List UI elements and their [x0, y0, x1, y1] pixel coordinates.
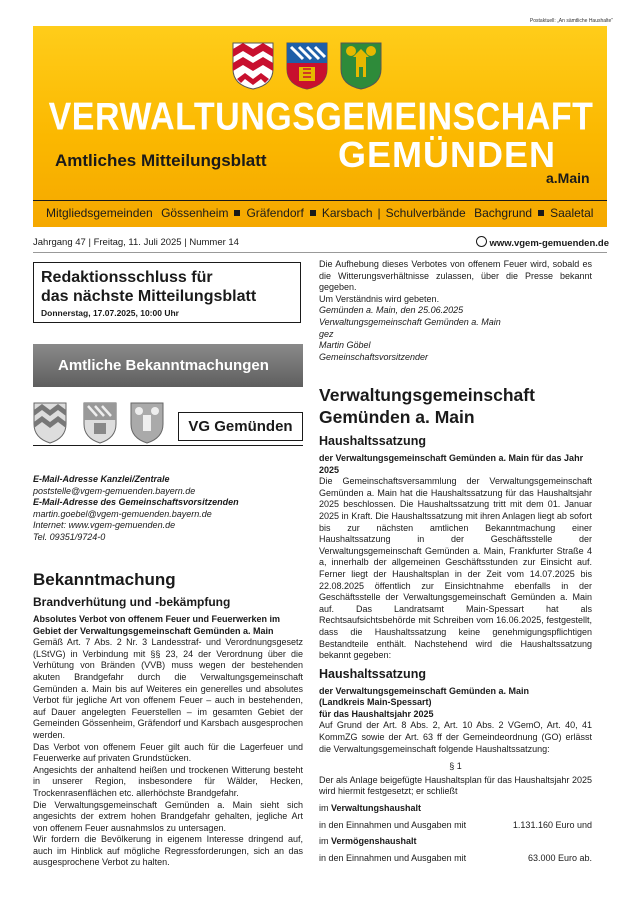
budget-block	[319, 384, 592, 864]
notice-sig-role: Gemeinschaftsvorsitzender	[319, 351, 429, 362]
notice-sig-place: Gemünden a. Main, den 25.06.2025	[319, 305, 464, 316]
school-label: Schulverbände	[385, 206, 466, 220]
contact-tel: Tel. 09351/9724-0	[33, 531, 106, 542]
budget-org: der Verwaltungsgemeinschaft Gemünden a. Main	[319, 685, 530, 696]
header-rule	[33, 252, 607, 253]
budget-year: für das Haushaltsjahr 2025	[319, 708, 434, 719]
members-label: Mitgliedsgemeinden	[46, 206, 153, 220]
contact-block	[33, 474, 303, 544]
crest-graefendorf-icon	[285, 41, 329, 91]
crest-karsbach-small-icon	[130, 402, 164, 444]
budget-p2: Auf Grund der Art. 8 Abs. 2, Art. 10 Abs. 2 VGemO, Art. 40, 41 KommZG sowie der Art. 63 ff der Gemeindeordnung (GO) erlässt die Verwaltungsgemeinschaft folgende Haushaltssatzung:	[319, 720, 592, 754]
budget-admin-row: in den Einnahmen und Ausgaben mit 1.131.160 Euro und	[319, 819, 592, 830]
school-bachgrund: Bachgrund	[474, 206, 533, 220]
issue-info: Jahrgang 47 | Freitag, 11. Juli 2025 | Nummer 14	[33, 237, 239, 248]
notice-p6: Die Aufhebung dieses Verbotes von offenem Feuer wird, sobald es die Witterungsverhältnisse zulassen, über die Presse bekannt gegeben.	[319, 259, 592, 293]
budget-heading: Haushaltssatzung	[319, 434, 426, 448]
vg-rule	[33, 445, 303, 446]
crest-goessenheim-icon	[231, 41, 275, 91]
contact-label-kanzlei: E-Mail-Adresse Kanzlei/Zentrale	[33, 474, 170, 484]
budget-heading-2: Haushaltssatzung	[319, 666, 426, 681]
deadline-box	[33, 262, 301, 323]
square-bullet-icon	[234, 210, 240, 216]
notice-continuation	[319, 259, 592, 363]
school-saaletal: Saaletal	[550, 206, 594, 220]
budget-asset-row: in den Einnahmen und Ausgaben mit 63.000 Euro ab.	[319, 852, 592, 863]
contact-email-vorsitzender[interactable]: martin.goebel@vgem-gemuenden.bayern.de	[33, 508, 212, 519]
masthead-subtitle: Amtliches Mitteilungsblatt	[55, 151, 267, 170]
notice-p3: Angesichts der anhaltend heißen und trockenen Witterung besteht in unserer Region, insbesondere für Wälder, Hecken, Trockenrasenflächen etc. allerhöchste Brandgefahr.	[33, 764, 303, 798]
crest-goessenheim-small-icon	[33, 402, 67, 444]
contact-email-kanzlei[interactable]: poststelle@vgem-gemuenden.bayern.de	[33, 485, 196, 496]
square-bullet-icon	[538, 210, 544, 216]
budget-title-1: Verwaltungsgemeinschaft	[319, 385, 535, 405]
notice-p7: Um Verständnis wird gebeten.	[319, 293, 440, 304]
notice-p1: Gemäß Art. 7 Abs. 2 Nr. 3 Landesstraf- und Verordnungsgesetz (LStVG) in Verbindung mit §§ 23, 24 der Verordnung über die Verhütung von Bränden (VVB) muss wegen der bestehenden akuten Brandgefahr durch die Verwaltungsgemeinschaft Gemünden a. Main bis auf Weiteres ein generelles und absolutes Verbot für jegliche Art von offenem Feuer – auch in bestehenden, auf Dauer angelegten Feuerstellen – im gesamten Gebiet der Gemeinden Gössenheim, Gräfendorf und Karsbach ausgesprochen werden.	[33, 637, 303, 740]
contact-label-vorsitzender: E-Mail-Adresse des Gemeinschaftsvorsitzenden	[33, 497, 239, 508]
notice-sig-gez: gez	[319, 328, 334, 339]
website-link[interactable]: www.vgem-gemuenden.de	[476, 236, 609, 249]
notice-sig-org: Verwaltungsgemeinschaft Gemünden a. Main	[319, 316, 501, 327]
deadline-heading-2: das nächste Mitteilungsblatt	[41, 288, 257, 305]
masthead-place-suffix: a.Main	[546, 170, 590, 186]
postal-note: Postaktuell: „An sämtliche Haushalte“	[529, 18, 613, 24]
issue-date: Freitag, 11. Juli 2025	[93, 237, 182, 248]
masthead-place: GEMÜNDEN	[338, 134, 557, 175]
issue-number: Nummer 14	[189, 237, 239, 248]
notice-p5: Wir fordern die Bevölkerung in eigenem Interesse dringend auf, auch im Hinblick auf mögliche Regressforderungen, sich an das ausgesprochene Verbot zu halten.	[33, 834, 303, 868]
notice-lead: Absolutes Verbot von offenem Feuer und Feuerwerken im Gebiet der Verwaltungsgemeinschaft Gemünden a. Main	[33, 614, 281, 636]
budget-admin-heading: im Verwaltungshaushalt	[319, 803, 422, 814]
member-karsbach: Karsbach	[321, 206, 373, 220]
budget-p3: Der als Anlage beigefügte Haushaltsplan für das Haushaltsjahr 2025 wird hiermit festgesetzt; er schließt	[319, 774, 592, 797]
issue-volume: Jahrgang 47	[33, 237, 86, 248]
budget-p1: Die Gemeinschaftsversammlung der Verwaltungsgemeinschaft Gemünden a. Main hat die Haushaltssatzung für das Haushaltsjahr 2025 beschlossen. Die Haushaltssatzung tritt mit dem 01. Januar 2025 in Kraft. Die Haushaltssatzung mit ihren Anlagen liegt ab sofort bis zur nächsten amtlichen Bekanntmachung einer Haushaltssatzung in der Geschäftsstelle der Verwaltungsgemeinschaft Gemünden a. Main, Frankfurter Straße 4 a, innerhalb der allgemeinen Geschäftsstunden zur Einsicht auf. Ferner liegt der Haushaltsplan in der Zeit vom 14.07.2025 bis 22.08.2025 öffentlich zur Einsichtnahme ebenfalls in der Geschäftsstelle der Verwaltungsgemeinschaft Gemünden a. Main auf. Das Landratsamt Main-Spessart hat als Rechtsaufsichtsbehörde mit Schreiben vom 16.06.2025, festgestellt, dass die Haushaltssatzung keine genehmigungspflichtigen Bestandteile enthält. Nachstehend wird die Haushaltssatzung bekannt gegeben:	[319, 476, 592, 661]
budget-paragraph-1: § 1	[449, 761, 462, 772]
section-bar-amtliche: Amtliche Bekanntmachungen	[33, 344, 303, 387]
notice-p4: Die Verwaltungsgemeinschaft Gemünden a. Main sieht sich angesichts der extrem hohen Brandgefahr gehalten, jegliche Art von offenem Feuer ausnahmslos zu untersagen.	[33, 799, 303, 833]
masthead-banner	[33, 26, 607, 227]
masthead-title: VERWALTUNGSGEMEINSCHAFT	[48, 95, 594, 139]
square-bullet-icon	[310, 210, 316, 216]
member-graefendorf: Gräfendorf	[246, 206, 304, 220]
vg-gemuenden-label: VG Gemünden	[178, 412, 303, 441]
separator: |	[377, 206, 381, 220]
contact-internet[interactable]: Internet: www.vgem-gemuenden.de	[33, 520, 176, 531]
notice-sig-name: Martin Göbel	[319, 340, 371, 351]
deadline-heading-1: Redaktionsschluss für	[41, 269, 213, 286]
notice-title: Bekanntmachung	[33, 570, 176, 589]
member-municipalities-line	[33, 200, 607, 227]
crest-karsbach-icon	[339, 41, 383, 91]
budget-district: (Landkreis Main-Spessart)	[319, 697, 432, 708]
budget-asset-heading: im Vermögenshaushalt	[319, 836, 417, 847]
crest-graefendorf-small-icon	[83, 402, 117, 444]
member-goessenheim: Gössenheim	[161, 206, 229, 220]
notice-subtitle: Brandverhütung und -bekämpfung	[33, 595, 231, 609]
notice-p2: Das Verbot von offenem Feuer gilt auch für die Lagerfeuer und Feuerwerke auf privaten Grundstücken.	[33, 741, 303, 764]
globe-icon	[476, 236, 487, 247]
budget-lead: der Verwaltungsgemeinschaft Gemünden a. Main für das Jahr 2025	[319, 453, 584, 475]
budget-title-2: Gemünden a. Main	[319, 407, 475, 427]
notice-block	[33, 570, 303, 869]
deadline-date: Donnerstag, 17.07.2025, 10:00 Uhr	[41, 308, 179, 318]
